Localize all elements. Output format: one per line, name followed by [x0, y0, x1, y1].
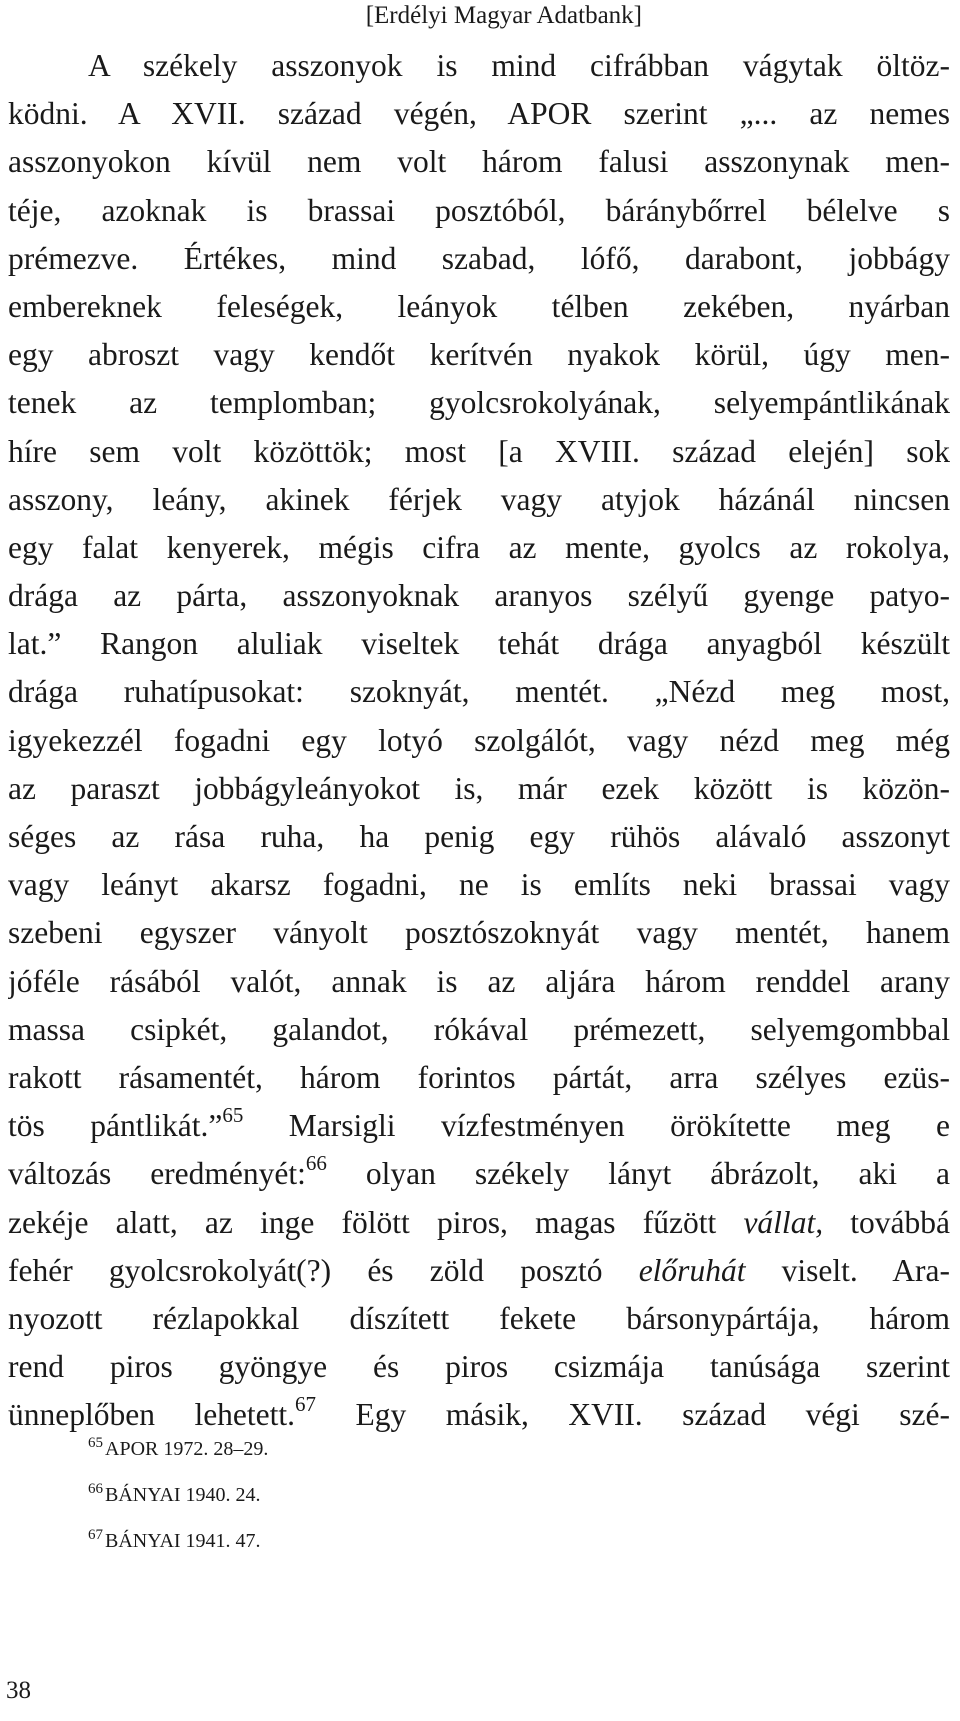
text-segment: ködni. A XVII. század végén, APOR szerint „... az nemes [8, 96, 950, 132]
text-segment: változás eredményét: [8, 1156, 306, 1192]
footnote-reference: 67 [295, 1392, 317, 1417]
text-line [8, 42, 950, 90]
text-line [8, 572, 950, 620]
body-text [8, 42, 950, 1439]
text-line [8, 90, 950, 138]
source-header: [Erdélyi Magyar Adatbank] [365, 2, 642, 29]
text-segment: híre sem volt közöttök; most [a XVIII. század elején] sok [8, 433, 950, 469]
text-segment: jóféle rásából valót, annak is az aljára három renddel arany [8, 963, 950, 999]
text-segment: Marsigli vízfestményen örökítette meg e [243, 1108, 950, 1144]
text-segment: séges az rása ruha, ha penig egy rühös alávaló asszonyt [8, 819, 950, 854]
text-line [8, 1006, 950, 1054]
text-segment: tös pántlikát.” [8, 1108, 223, 1144]
text-segment: massa csipkét, galandot, rókával prémezett, selyemgombbal [8, 1011, 950, 1047]
text-segment: olyan székely lányt ábrázolt, aki a [326, 1156, 950, 1192]
footnote-reference: 65 [222, 1103, 244, 1128]
text-segment: prémezve. Értékes, mind szabad, lófő, darabont, jobbágy [8, 240, 950, 276]
text-segment: vagy leányt akarsz fogadni, ne is említs neki brassai vagy [8, 867, 950, 903]
page-header [0, 0, 960, 40]
text-line [8, 1054, 950, 1102]
text-line [8, 1295, 950, 1343]
text-segment: ünneplőben lehetett. [8, 1397, 296, 1433]
text-line [8, 909, 950, 957]
text-line [8, 476, 950, 524]
text-segment: zekéje alatt, az inge fölött piros, magas fűzött [8, 1204, 744, 1240]
text-line [8, 958, 950, 1006]
text-line [8, 1102, 950, 1150]
text-line [8, 1199, 950, 1247]
text-segment: viselt. Ara- [745, 1252, 950, 1288]
footnote [88, 1426, 268, 1472]
text-line [8, 1343, 950, 1391]
text-line [8, 668, 950, 716]
text-segment: szebeni egyszer ványolt posztószoknyát vagy mentét, hanem [8, 915, 950, 951]
text-segment: Egy másik, XVII. század végi szé- [316, 1397, 950, 1433]
text-segment: drága az párta, asszonyoknak aranyos szélyű gyenge patyo- [8, 578, 950, 614]
text-line [8, 331, 950, 379]
text-segment: drága ruhatípusokat: szoknyát, mentét. „Nézd meg most, [8, 674, 950, 710]
text-segment: rakott rásamentét, három forintos pártát, arra szélyes ezüs- [8, 1059, 950, 1095]
text-line [8, 717, 950, 765]
text-segment: továbbá [823, 1204, 950, 1240]
text-segment: A székely asszonyok is mind cifrábban vágytak öltöz- [88, 48, 950, 83]
footnote-text: BÁNYAI 1940. 24. [105, 1484, 261, 1506]
text-line [8, 524, 950, 572]
page-number: 38 [6, 1677, 31, 1704]
text-line [8, 620, 950, 668]
text-segment: rend piros gyöngye és piros csizmája tanúsága szerint [8, 1349, 950, 1385]
text-line [8, 861, 950, 909]
text-line [8, 428, 950, 476]
text-line [8, 235, 950, 283]
text-line [8, 138, 950, 186]
text-line [8, 187, 950, 235]
footnote-text: APOR 1972. 28–29. [105, 1438, 269, 1460]
footnotes [88, 1426, 268, 1564]
text-line [8, 765, 950, 813]
text-line [8, 1150, 950, 1198]
text-segment: az paraszt jobbágyleányokot is, már ezek között is közön- [8, 770, 950, 806]
text-line [8, 1247, 950, 1295]
text-segment: fehér gyolcsrokolyát(?) és zöld posztó [8, 1252, 639, 1288]
text-segment: téje, azoknak is brassai posztóból, báránybőrrel bélelve s [8, 192, 950, 228]
text-segment: igyekezzél fogadni egy lotyó szolgálót, vagy nézd meg még [8, 722, 950, 758]
text-segment: asszonyokon kívül nem volt három falusi asszonynak men- [8, 144, 950, 180]
text-segment: nyozott rézlapokkal díszített fekete bársonypártája, három [8, 1300, 950, 1336]
text-segment: asszony, leány, akinek férjek vagy atyjok házánál nincsen [8, 481, 950, 517]
text-segment: embereknek feleségek, leányok télben zekében, nyárban [8, 288, 950, 324]
footnote-number: 65 [88, 1435, 103, 1451]
text-line [8, 813, 950, 861]
text-segment: egy abroszt vagy kendőt kerítvén nyakok körül, úgy men- [8, 337, 950, 373]
footnote-text: BÁNYAI 1941. 47. [105, 1530, 261, 1552]
footnote-number: 67 [88, 1527, 103, 1543]
text-segment: lat.” Rangon aluliak viseltek tehát drága anyagból készült [8, 626, 950, 662]
text-segment: tenek az templomban; gyolcsrokolyának, selyempántlikának [8, 385, 950, 421]
italic-term: vállat, [743, 1204, 824, 1240]
italic-term: előruhát [638, 1252, 746, 1288]
footnote [88, 1518, 268, 1564]
text-segment: egy falat kenyerek, mégis cifra az mente, gyolcs az rokolya, [8, 529, 950, 565]
footnote-reference: 66 [305, 1151, 327, 1176]
text-line [8, 379, 950, 427]
footnote [88, 1472, 268, 1518]
text-line [8, 283, 950, 331]
footnote-number: 66 [88, 1481, 103, 1497]
